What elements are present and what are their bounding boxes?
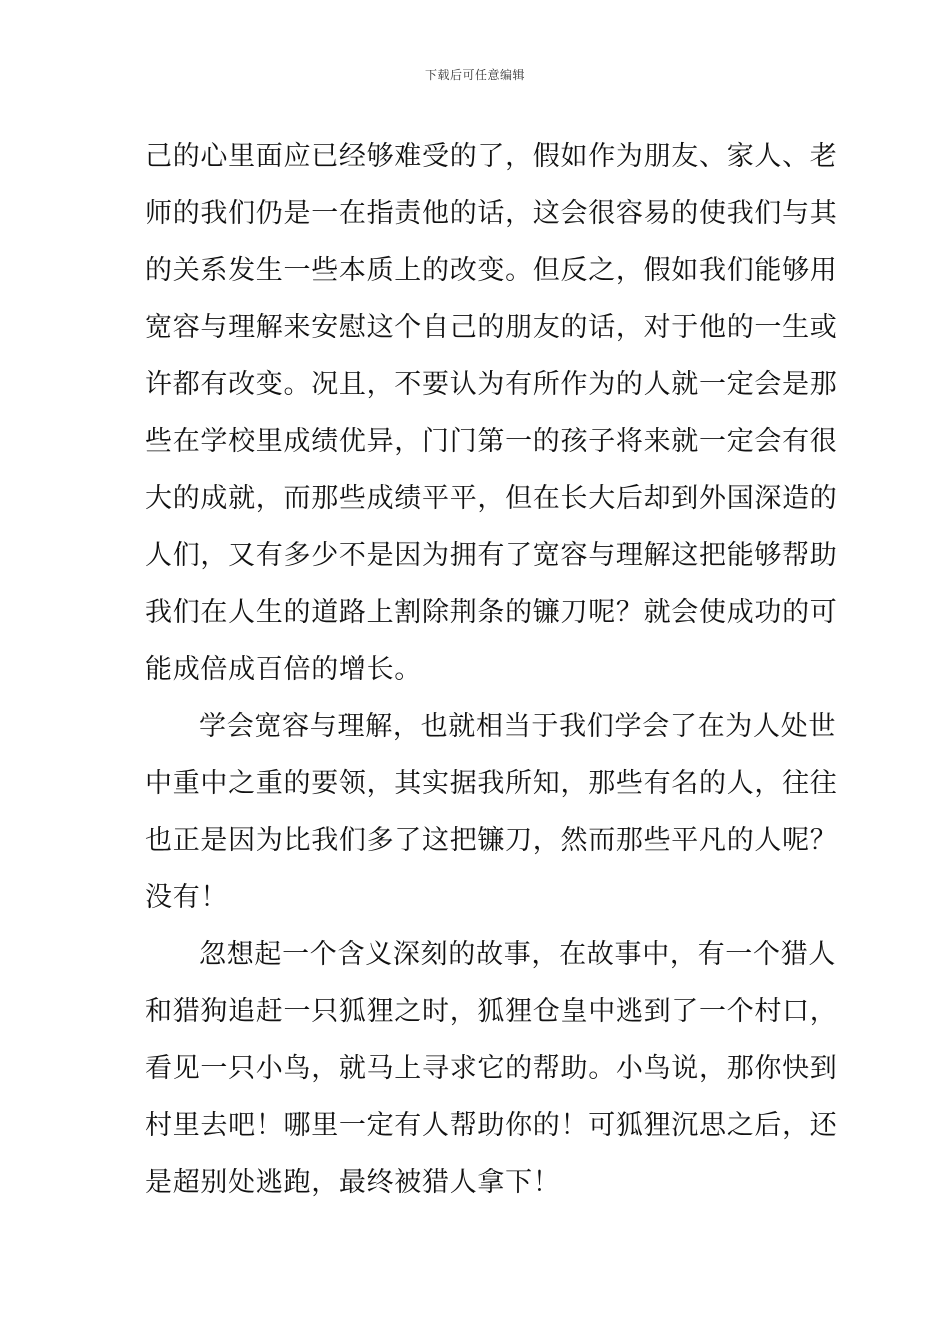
page-header: 下载后可任意编辑 [424, 68, 525, 82]
paragraph-first-line: 学会宽容与理解，也就相当于我们学会了在为人处世 [199, 711, 837, 742]
text-line: 许都有改变。况且，不要认为有所作为的人就一定会是那 [145, 369, 838, 400]
body-text [145, 128, 838, 1211]
text-line: 能成倍成百倍的增长。 [145, 654, 422, 685]
text-line: 和猎狗追赶一只狐狸之时，狐狸仓皇中逃到了一个村口， [145, 996, 838, 1027]
text-line: 的关系发生一些本质上的改变。但反之，假如我们能够用 [145, 255, 838, 286]
text-line: 己的心里面应已经够难受的了，假如作为朋友、家人、老 [145, 141, 838, 172]
text-line: 中重中之重的要领，其实据我所知，那些有名的人，往往 [145, 768, 838, 799]
text-line: 也正是因为比我们多了这把镰刀，然而那些平凡的人呢？ [145, 825, 838, 856]
text-line: 看见一只小鸟，就马上寻求它的帮助。小鸟说，那你快到 [145, 1053, 838, 1084]
text-line: 师的我们仍是一在指责他的话，这会很容易的使我们与其 [145, 198, 838, 229]
paragraph-first-line: 忽想起一个含义深刻的故事，在故事中，有一个猎人 [199, 939, 837, 970]
text-line: 没有！ [145, 882, 229, 913]
text-line: 大的成就，而那些成绩平平，但在长大后却到外国深造的 [145, 483, 838, 514]
text-line: 些在学校里成绩优异，门门第一的孩子将来就一定会有很 [145, 426, 838, 457]
text-line: 宽容与理解来安慰这个自己的朋友的话，对于他的一生或 [145, 312, 838, 343]
text-line: 是超别处逃跑，最终被猎人拿下！ [145, 1167, 561, 1198]
text-line: 人们，又有多少不是因为拥有了宽容与理解这把能够帮助 [145, 540, 838, 571]
text-line: 我们在人生的道路上割除荆条的镰刀呢？就会使成功的可 [145, 597, 838, 628]
text-line: 村里去吧！哪里一定有人帮助你的！可狐狸沉思之后，还 [145, 1110, 838, 1141]
